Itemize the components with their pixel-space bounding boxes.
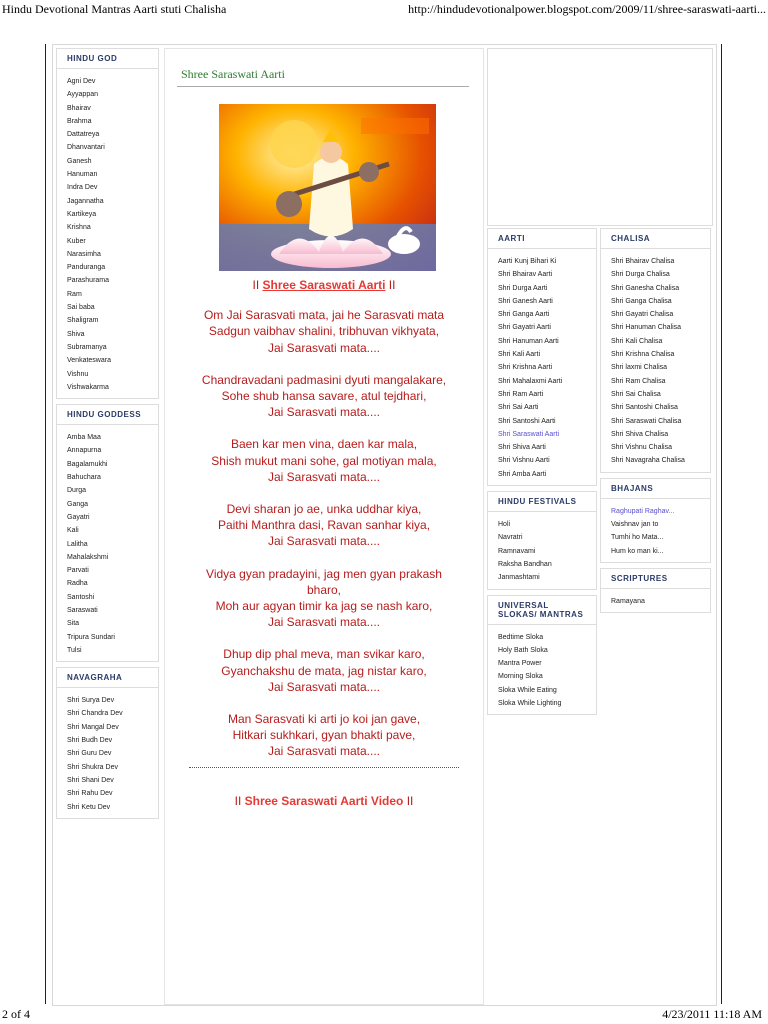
- sidebar-link[interactable]: Shri Hanuman Aarti: [498, 337, 559, 345]
- verse-line: Om Jai Sarasvati mata, jai he Sarasvati mata: [203, 308, 445, 323]
- sidebar-link[interactable]: Radha: [67, 580, 88, 588]
- sidebar-link[interactable]: Ramnavami: [498, 547, 536, 555]
- sidebar-link[interactable]: Gayatri: [67, 513, 90, 521]
- sidebar-link[interactable]: Krishna: [67, 224, 91, 232]
- sidebar-link[interactable]: Holi: [498, 521, 511, 529]
- verse-line: Jai Sarasvati mata....: [267, 679, 381, 694]
- sidebar-link[interactable]: Panduranga: [67, 264, 106, 272]
- page-left-border: [45, 44, 46, 1004]
- sidebar-link[interactable]: Kartikeya: [67, 210, 97, 218]
- widget-title: HINDU GODDESS: [57, 405, 158, 425]
- sidebar-link[interactable]: Subramanya: [67, 343, 107, 351]
- bhajans-list: [601, 505, 710, 558]
- sidebar-link[interactable]: Shri Surya Dev: [67, 697, 115, 705]
- sidebar-link[interactable]: Annapurna: [67, 447, 102, 455]
- sidebar-link[interactable]: Shri Santoshi Chalisa: [611, 404, 678, 412]
- sidebar-link[interactable]: Brahma: [67, 117, 92, 125]
- heading-suffix: II: [385, 278, 396, 292]
- widget-title: SCRIPTURES: [601, 569, 710, 589]
- sidebar-link[interactable]: Sita: [67, 620, 80, 628]
- sidebar-link[interactable]: Vishwakarma: [67, 383, 109, 391]
- sidebar-link[interactable]: Dattatreya: [67, 131, 100, 139]
- sidebar-link[interactable]: Agni Dev: [67, 78, 96, 85]
- sidebar-link[interactable]: Shri Saraswati Chalisa: [611, 417, 682, 425]
- verse: [171, 501, 477, 550]
- verse-line: Chandravadani padmasini dyuti mangalakare,: [201, 372, 447, 387]
- print-header: [0, 0, 768, 22]
- hindu-goddess-list: [57, 431, 158, 657]
- sidebar-link[interactable]: Shri Ram Aarti: [498, 390, 544, 398]
- widget-title: HINDU GOD: [57, 49, 158, 69]
- sidebar-link[interactable]: Ayyappan: [67, 91, 99, 99]
- sidebar-link[interactable]: Shri Bhairav Chalisa: [611, 258, 675, 265]
- sidebar-link[interactable]: Shri Ketu Dev: [67, 803, 111, 811]
- sidebar-link[interactable]: Indra Dev: [67, 184, 98, 192]
- navagraha-widget: [56, 667, 159, 819]
- title-divider: [177, 86, 469, 87]
- verse: [171, 566, 477, 631]
- saraswati-image: [219, 104, 436, 271]
- verse: [171, 436, 477, 485]
- dotted-divider: [189, 767, 459, 768]
- sidebar-link[interactable]: Shri Shani Dev: [67, 776, 114, 784]
- festivals-widget: [487, 491, 597, 589]
- sidebar-link[interactable]: Shaligram: [67, 317, 99, 325]
- sidebar-link[interactable]: Shri Shiva Chalisa: [611, 430, 669, 438]
- sidebar-link[interactable]: Lalitha: [67, 540, 88, 548]
- sidebar-link[interactable]: Shri Ganga Aarti: [498, 311, 550, 319]
- widget-title: AARTI: [488, 229, 596, 249]
- verse-line: Man Sarasvati ki arti jo koi jan gave,: [227, 712, 421, 727]
- sidebar-link[interactable]: Shri Ram Chalisa: [611, 377, 666, 385]
- sidebar-link[interactable]: Shri Hanuman Chalisa: [611, 324, 682, 332]
- sidebar-link[interactable]: Parvati: [67, 567, 89, 575]
- sidebar-link[interactable]: Shri Durga Chalisa: [611, 271, 670, 279]
- sidebar-link[interactable]: Kali: [67, 527, 79, 535]
- sidebar-link[interactable]: Shri Gayatri Aarti: [498, 324, 551, 332]
- sidebar-link[interactable]: Sai baba: [67, 304, 95, 312]
- sidebar-link[interactable]: Shri Ganesh Aarti: [498, 297, 553, 305]
- page-number: 2 of 4: [2, 1007, 30, 1021]
- verse-line: Sadgun vaibhav shalini, tribhuvan vikhyata,: [208, 324, 440, 339]
- sidebar-link[interactable]: Holy Bath Sloka: [498, 646, 548, 654]
- sidebar-link[interactable]: Vishnu: [67, 370, 89, 378]
- sidebar-link[interactable]: Sloka While Lighting: [498, 700, 562, 708]
- verse: [171, 307, 477, 356]
- print-footer: [0, 1002, 768, 1024]
- sidebar-link[interactable]: Shri Mahalaxmi Aarti: [498, 377, 563, 385]
- sidebar-link[interactable]: Hanuman: [67, 171, 98, 179]
- post-title[interactable]: Shree Saraswati Aarti: [181, 67, 285, 81]
- sidebar-link[interactable]: Raksha Bandhan: [498, 560, 552, 568]
- right-sidebar-2: [600, 228, 711, 618]
- sidebar-link[interactable]: Shri Sai Aarti: [498, 404, 539, 412]
- hindu-god-list: [57, 75, 158, 394]
- verse: [171, 646, 477, 695]
- sidebar-link[interactable]: Aarti Kunj Bihari Ki: [498, 258, 557, 265]
- sidebar-link[interactable]: Durga: [67, 487, 87, 495]
- sidebar-link[interactable]: Mahalakshmi: [67, 553, 109, 561]
- festivals-list: [488, 518, 596, 584]
- sidebar-link[interactable]: Shri Chandra Dev: [67, 710, 123, 718]
- widget-title: HINDU FESTIVALS: [488, 492, 596, 512]
- verse-line: Vidya gyan pradayini, jag men gyan prakash bharo,: [206, 566, 442, 597]
- sidebar-link[interactable]: Shri Budh Dev: [67, 737, 113, 745]
- verse-line: Moh aur agyan timir ka jag se nash karo,: [215, 599, 433, 614]
- sidebar-link[interactable]: Shri Bhairav Aarti: [498, 271, 553, 279]
- sidebar-link[interactable]: Bahuchara: [67, 474, 101, 482]
- sidebar-link[interactable]: Shri Ganesha Chalisa: [611, 284, 680, 292]
- sidebar-link[interactable]: Shri Guru Dev: [67, 750, 112, 758]
- video-heading: [165, 794, 483, 808]
- sidebar-link[interactable]: Tulsi: [67, 646, 82, 654]
- page-right-border: [721, 44, 722, 1004]
- verse-line: Jai Sarasvati mata....: [267, 744, 381, 759]
- sidebar-link[interactable]: Bhairav: [67, 104, 91, 112]
- sidebar-link[interactable]: Saraswati: [67, 606, 98, 614]
- post-content: [164, 48, 484, 1005]
- sidebar-link[interactable]: Jagannatha: [67, 197, 104, 205]
- hindu-goddess-widget: [56, 404, 159, 662]
- sidebar-link[interactable]: Narasimha: [67, 250, 101, 258]
- sidebar-link[interactable]: Ramayana: [611, 597, 645, 605]
- sidebar-link[interactable]: Bedtime Sloka: [498, 633, 544, 641]
- sidebar-link[interactable]: Janmashtami: [498, 574, 540, 582]
- widget-title: NAVAGRAHA: [57, 668, 158, 688]
- sidebar-link[interactable]: Shri Navagraha Chalisa: [611, 457, 685, 465]
- verse-line: Jai Sarasvati mata....: [267, 534, 381, 549]
- sidebar-link[interactable]: Navratri: [498, 534, 523, 542]
- sidebar-link[interactable]: Shri Krishna Chalisa: [611, 351, 675, 359]
- sidebar-link[interactable]: Shri Santoshi Aarti: [498, 417, 556, 425]
- widget-title: UNIVERSAL SLOKAS/ MANTRAS: [488, 596, 596, 625]
- aarti-lyrics: [171, 277, 477, 776]
- sidebar-link[interactable]: Shri Shukra Dev: [67, 763, 118, 771]
- verse-line: Jai Sarasvati mata....: [267, 340, 381, 355]
- sidebar-link[interactable]: Shri laxmi Chalisa: [611, 364, 668, 372]
- bhajans-widget: [600, 478, 711, 563]
- sidebar-link[interactable]: Kuber: [67, 237, 86, 245]
- scriptures-widget: [600, 568, 711, 613]
- ad-placeholder: [487, 48, 713, 226]
- verse-line: Jai Sarasvati mata....: [267, 615, 381, 630]
- sidebar-link[interactable]: Dhanvantari: [67, 144, 105, 152]
- verse-line: Shish mukut mani sohe, gal motiyan mala,: [211, 453, 437, 468]
- sidebar-link[interactable]: Shri Ganga Chalisa: [611, 297, 672, 305]
- verse-line: Gyanchakshu de mata, jag nistar karo,: [221, 663, 427, 678]
- sidebar-link[interactable]: Shri Shiva Aarti: [498, 444, 546, 452]
- sidebar-link[interactable]: Shri Mangal Dev: [67, 723, 119, 731]
- sidebar-link[interactable]: Shiva: [67, 330, 85, 338]
- sidebar-link[interactable]: Shri Rahu Dev: [67, 790, 113, 798]
- sidebar-link[interactable]: Ganga: [67, 500, 89, 508]
- verse-line: Paithi Manthra dasi, Ravan sanhar kiya,: [217, 518, 431, 533]
- verse-line: Jai Sarasvati mata....: [267, 405, 381, 420]
- verse-line: Devi sharan jo ae, unka uddhar kiya,: [226, 502, 422, 517]
- verse: [171, 372, 477, 421]
- sidebar-link[interactable]: Sloka While Eating: [498, 686, 557, 694]
- aarti-heading: [171, 277, 477, 293]
- print-header-url: http://hindudevotionalpower.blogspot.com/2009/11/shree-saraswati-aarti...: [408, 2, 766, 16]
- verse-line: Sohe shub hansa savare, atul tejdhari,: [221, 389, 427, 404]
- sidebar-link[interactable]: Shri Gayatri Chalisa: [611, 311, 674, 319]
- print-header-title: Hindu Devotional Mantras Aarti stuti Chalisha: [2, 2, 227, 16]
- sidebar-link[interactable]: Shri Vishnu Aarti: [498, 457, 550, 465]
- aarti-widget: [487, 228, 597, 486]
- sidebar-link[interactable]: Venkateswara: [67, 357, 111, 365]
- verse: [171, 711, 477, 760]
- sidebar-link[interactable]: Mantra Power: [498, 660, 542, 668]
- sidebar-link[interactable]: Santoshi: [67, 593, 95, 601]
- aarti-heading-link[interactable]: Shree Saraswati Aarti: [262, 278, 386, 292]
- sidebar-link[interactable]: Ganesh: [67, 157, 92, 165]
- print-timestamp: 4/23/2011 11:18 AM: [662, 1007, 762, 1021]
- sidebar-link[interactable]: Hum ko man ki...: [611, 547, 664, 555]
- sidebar-link[interactable]: Ram: [67, 290, 82, 298]
- video-link[interactable]: Shree Saraswati Aarti Video: [244, 794, 404, 808]
- right-sidebar-1: [487, 228, 597, 720]
- chalisa-widget: [600, 228, 711, 473]
- sidebar-link[interactable]: Shri Vishnu Chalisa: [611, 444, 672, 452]
- chalisa-list: [601, 255, 710, 468]
- video-prefix: II: [234, 794, 245, 808]
- sidebar-link[interactable]: Shri Krishna Aarti: [498, 364, 553, 372]
- sidebar-link[interactable]: Raghupati Raghav...: [611, 507, 675, 515]
- aarti-list: [488, 255, 596, 481]
- widget-title: CHALISA: [601, 229, 710, 249]
- scriptures-list: [601, 595, 710, 608]
- sidebar-link[interactable]: Tumhi ho Mata...: [611, 534, 664, 542]
- sidebar-link[interactable]: Shri Durga Aarti: [498, 284, 548, 292]
- navagraha-list: [57, 694, 158, 814]
- verse-line: Dhup dip phal meva, man svikar karo,: [223, 647, 425, 662]
- slokas-widget: [487, 595, 597, 716]
- sidebar-link[interactable]: Bagalamukhi: [67, 460, 108, 468]
- verse-line: Hitkari sukhkari, gyan bhakti pave,: [232, 728, 416, 743]
- hindu-god-widget: [56, 48, 159, 399]
- sidebar-link[interactable]: Shri Amba Aarti: [498, 470, 547, 478]
- verse-line: Baen kar men vina, daen kar mala,: [230, 437, 418, 452]
- heading-prefix: II: [252, 278, 263, 292]
- slokas-list: [488, 631, 596, 711]
- sidebar-link[interactable]: Tripura Sundari: [67, 633, 115, 641]
- left-sidebar: [56, 48, 159, 824]
- widget-title: BHAJANS: [601, 479, 710, 499]
- sidebar-link[interactable]: Morning Sloka: [498, 673, 543, 681]
- sidebar-link[interactable]: Parashurama: [67, 277, 110, 285]
- sidebar-link[interactable]: Shri Kali Aarti: [498, 351, 541, 359]
- sidebar-link[interactable]: Vaishnav jan to: [611, 521, 659, 529]
- video-suffix: II: [403, 794, 414, 808]
- sidebar-link[interactable]: Shri Kali Chalisa: [611, 337, 663, 345]
- sidebar-link[interactable]: Amba Maa: [67, 434, 101, 442]
- sidebar-link[interactable]: Shri Sai Chalisa: [611, 390, 661, 398]
- sidebar-link[interactable]: Shri Saraswati Aarti: [498, 430, 560, 438]
- verse-line: Jai Sarasvati mata....: [267, 469, 381, 484]
